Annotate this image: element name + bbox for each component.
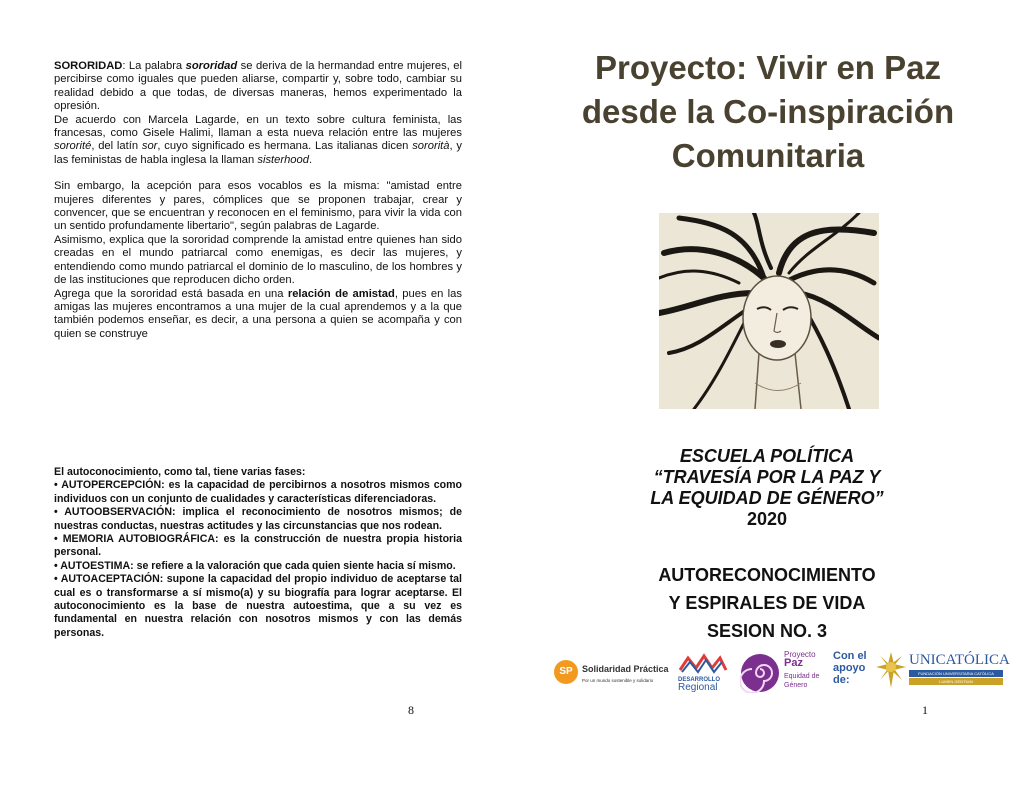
title-line: desde la Co-inspiración [581,93,955,130]
body-paragraph: Asimismo, explica que la sororidad comprende la amistad entre quienes han sido creadas en el mundo patriarcal como enemigas, es decir las mujeres, y entendiendo como mundo patriarcal el dominio de lo masculino, de los hombres y de las instituciones que reproducen dicho orden. [54,233,462,287]
woman-sketch-image [659,213,879,409]
con-el-apoyo-label: Con el apoyo de: [833,650,867,686]
autoconocimiento-phases [54,466,462,640]
title-line: Comunitaria [671,137,865,174]
session-heading [602,561,932,645]
body-paragraph: De acuerdo con Marcela Lagarde, en un texto sobre cultura feminista, las francesas, como Gisele Halimi, llaman a esta nueva relación entre las mujeres sororité, del latín sor, cuyo significado es hermana. Las italianas dicen sororità, y las feministas de habla inglesa la llaman sisterhood. [54,113,463,166]
body-paragraph: Sin embargo, la acepción para esos vocablos es la misma: "amistad entre mujeres diferentes y pares, cómplices que se proponen trabajar, crear y convencer, que se encuentran y reconocen en el feminismo, para vivir la vida con un sentido profundamente libertario", según palabras de Lagarde. [54,180,462,233]
phase-item: • AUTOOBSERVACIÓN: implica el reconocimiento de nosotros mismos; de nuestras conductas, nuestras actitudes y las circunstancias que nos rodean. [54,506,462,532]
sp-badge-icon: SP [554,660,578,684]
phase-item: • AUTOPERCEPCIÓN: es la capacidad de percibirnos a nosotros mismos como individuos con un conjunto de cualidades y características diferenciadoras. [54,479,462,505]
session-line: Y ESPIRALES DE VIDA [668,593,866,613]
school-line: “TRAVESÍA POR LA PAZ Y [653,467,881,487]
paragraph-gap [54,167,462,180]
title-line: Proyecto: Vivir en Paz [594,49,942,86]
people-icon [678,652,728,674]
school-line: ESCUELA POLÍTICA [679,446,855,466]
school-line: LA EQUIDAD DE GÉNERO” [650,488,884,508]
right-page [512,0,1024,791]
spiral-icon [740,653,780,693]
desarrollo-regional-logo: DESARROLLO Regional [674,648,732,698]
page-number-right: 1 [922,703,928,717]
school-heading [602,446,932,530]
unicatolica-logo: UNICATÓLICA FUNDACIÓN UNIVERSITARIA CATÓLICA LUMEN GENTIUM [876,648,1006,698]
page-number-left: 8 [408,703,414,717]
phases-intro: El autoconocimiento, como tal, tiene varias fases: [54,466,306,478]
body-paragraph: Agrega que la sororidad está basada en una relación de amistad, pues en las amigas las mujeres encontramos a una mujer de la cual aprendemos y a la que también podemos enseñar, es decir, a una persona a quien se acompaña y con quien se construye [54,287,462,340]
phase-item: • AUTOACEPTACIÓN: supone la capacidad del propio individuo de aceptarse tal cual es o transformarse a sí mismo(a) y su biografía para lograr aceptarse. El autoconocimiento es la base de nuestra autoestima, que a su vez es fundamental en nuestra relación con nosotros mismos y con las demás personas. [54,573,462,639]
body-paragraph: SORORIDAD: La palabra sororidad se deriva de la hermandad entre mujeres, el percibirse como iguales que pueden aliarse, compartir y, sobre todo, cambiar su realidad debido a que todas, de diversas maneras, hemos experimentado la opresión. [54,60,462,113]
school-year: 2020 [746,509,788,529]
phase-item: • AUTOESTIMA: se refiere a la valoración que cada quien siente hacia sí mismo. [54,559,456,572]
phase-item: • MEMORIA AUTOBIOGRÁFICA: es la construcción de nuestra propia historia personal. [54,533,462,559]
solidaridad-practica-logo: SP Solidaridad Práctica Por un mundo sostenible y solidario [552,648,667,698]
session-line: SESION NO. 3 [706,621,828,641]
sororidad-text [54,60,462,341]
project-title [542,46,994,178]
session-line: AUTORECONOCIMIENTO [658,565,876,585]
proyecto-paz-logo: Proyecto Paz Equidad de Género [740,648,830,698]
sun-icon [876,652,906,688]
sponsor-logos [552,648,1010,698]
